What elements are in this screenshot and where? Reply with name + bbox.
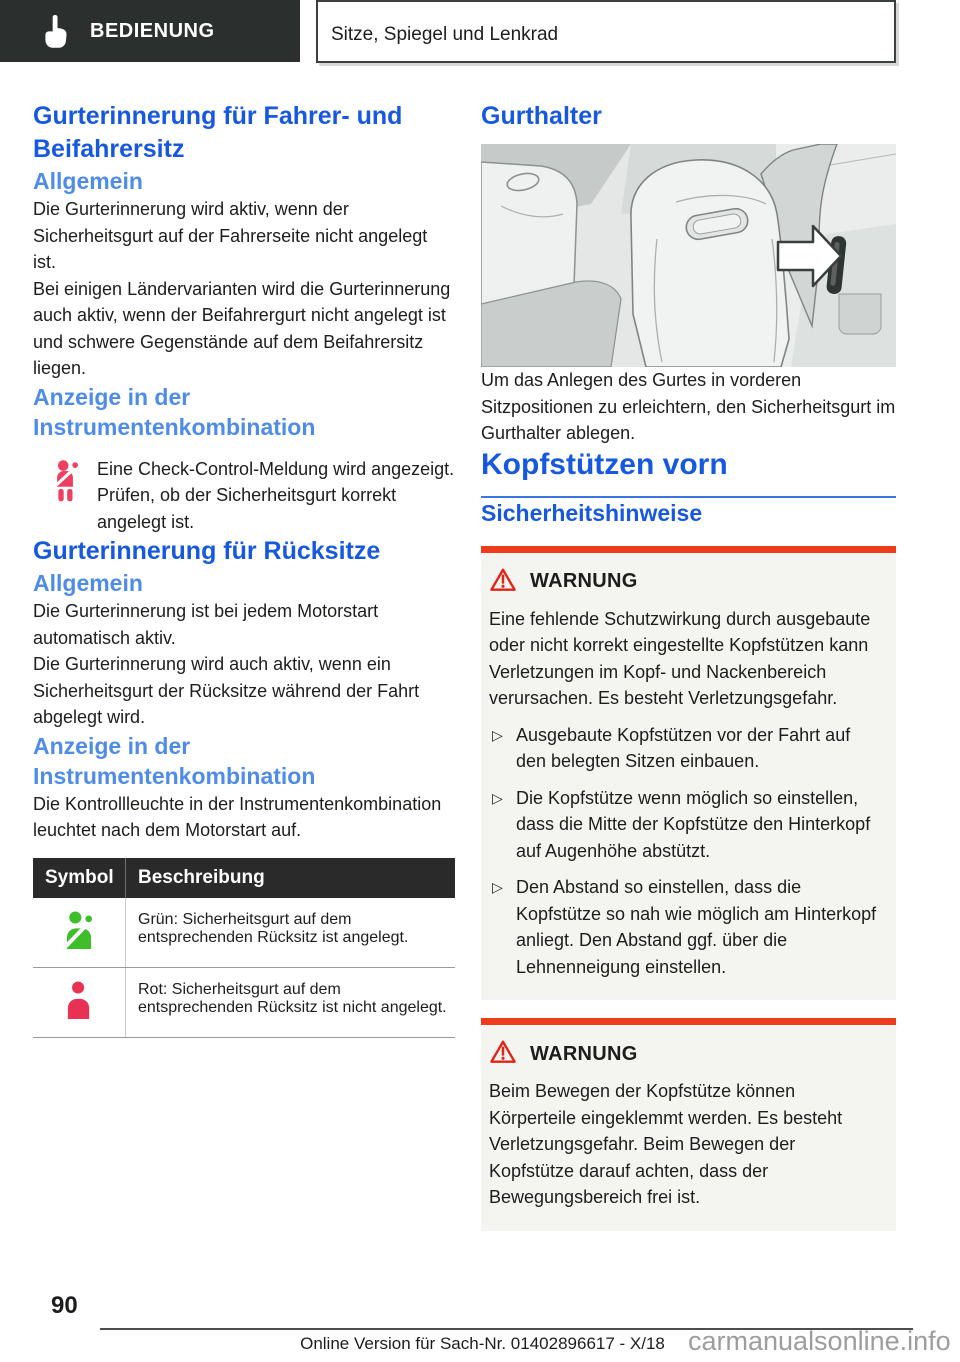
check-control-note bbox=[33, 456, 455, 536]
right-column bbox=[481, 100, 896, 1231]
note-text: Eine Check-Control-Meldung wird angezeigt. Prüfen, ob der Sicherheitsgurt korrekt angelegt ist. bbox=[97, 458, 455, 532]
section-heading-gurterinnerung-fahrer: Gurterinnerung für Fahrer- und Beifahrersitz bbox=[33, 102, 403, 163]
watermark: carmanualsonline.info bbox=[688, 1326, 951, 1356]
triangle-right-bullet-icon: ▷ bbox=[492, 879, 503, 895]
paragraph: Die Gurterinnerung ist bei jedem Motorstart automatisch aktiv. bbox=[33, 601, 379, 648]
page-title: Sitze, Spiegel und Lenkrad bbox=[331, 23, 559, 45]
table-row bbox=[33, 898, 455, 968]
seat-belt-holder-illustration bbox=[481, 144, 896, 367]
pointing-hand-icon bbox=[42, 15, 68, 48]
warning-header bbox=[489, 1039, 884, 1069]
warning-box-1 bbox=[481, 546, 896, 1001]
table-header-row bbox=[33, 858, 455, 898]
paragraph: Die Kontrollleuchte in der Instrumentenkombination leuchtet nach dem Motorstart auf. bbox=[33, 793, 442, 840]
subheading-anzeige-2: Anzeige in der Instrumentenkombination bbox=[33, 732, 316, 789]
chapter-heading-kopfstuetzen-vorn: Kopfstützen vorn bbox=[481, 447, 896, 498]
list-item bbox=[489, 785, 884, 865]
list-item bbox=[489, 874, 884, 980]
triangle-right-bullet-icon: ▷ bbox=[492, 789, 503, 806]
section-heading-gurthalter: Gurthalter bbox=[481, 102, 602, 130]
bullet-text: Die Kopfstütze wenn möglich so einstellen, dass die Mitte der Kopfstütze den Hinterkopf auf Augenhöhe abstützt. bbox=[516, 787, 871, 861]
warning-text: Eine fehlende Schutzwirkung durch ausgebaute oder nicht korrekt eingestellte Kopfstützen kann Verletzungen im Kopf- und Nackenbereich verursachen. Es besteht Verletzungsgefahr. bbox=[489, 608, 871, 708]
triangle-right-bullet-icon: ▷ bbox=[492, 726, 503, 743]
subheading-anzeige-1: Anzeige in der Instrumentenkombination bbox=[33, 383, 316, 440]
warning-label: WARNUNG bbox=[530, 570, 638, 592]
warning-box-2 bbox=[481, 1018, 896, 1231]
seatbelt-unfastened-icon bbox=[33, 967, 126, 1037]
subheading-allgemein-2: Allgemein bbox=[33, 570, 143, 596]
table-cell-description: Grün: Sicherheitsgurt auf dem entsprechenden Rücksitz ist angelegt. bbox=[126, 898, 456, 968]
section-heading-gurterinnerung-ruecksitze: Gurterinnerung für Rücksitze bbox=[33, 537, 381, 565]
paragraph: Bei einigen Ländervarianten wird die Gurterinnerung auch aktiv, wenn der Beifahrergurt nicht angelegt ist und schwere Gegenstände auf dem Beifahrersitz liegen. bbox=[33, 278, 451, 378]
page-number: 90 bbox=[51, 1292, 78, 1319]
subheading-sicherheitshinweise: Sicherheitshinweise bbox=[481, 499, 703, 526]
bullet-text: Ausgebaute Kopfstützen vor der Fahrt auf den belegten Sitzen einbauen. bbox=[516, 724, 851, 771]
footer-version-text: Online Version für Sach-Nr. 01402896617 - X/18 bbox=[300, 1334, 665, 1353]
table-cell-description: Rot: Sicherheitsgurt auf dem entsprechenden Rücksitz ist nicht angelegt. bbox=[126, 967, 456, 1037]
header-category-tab bbox=[0, 0, 300, 62]
bullet-text: Den Abstand so einstellen, dass die Kopfstütze so nah wie möglich am Hinterkopf anliegt. Den Abstand ggf. über die Lehnenneigung einstellen. bbox=[516, 877, 877, 977]
paragraph: Die Gurterinnerung wird aktiv, wenn der Sicherheitsgurt auf der Fahrerseite nicht angelegt ist. bbox=[33, 199, 428, 272]
seatbelt-warning-icon bbox=[33, 456, 97, 536]
table-header-beschreibung: Beschreibung bbox=[126, 858, 456, 898]
left-column bbox=[33, 100, 455, 1038]
category-label: BEDIENUNG bbox=[90, 19, 215, 42]
warning-header bbox=[489, 567, 884, 597]
warning-triangle-icon bbox=[489, 567, 517, 597]
paragraph: Um das Anlegen des Gurtes in vorderen Sitzpositionen zu erleichtern, den Sicherheitsgurt im Gurthalter ablegen. bbox=[481, 370, 896, 443]
warning-text: Beim Bewegen der Kopfstütze können Körperteile eingeklemmt werden. Es besteht Verletzungsgefahr. Beim Bewegen der Kopfstütze darauf achten, dass der Bewegungsbereich frei ist. bbox=[489, 1081, 843, 1207]
table-header-symbol: Symbol bbox=[33, 858, 126, 898]
warning-label: WARNUNG bbox=[530, 1042, 638, 1065]
subheading-allgemein-1: Allgemein bbox=[33, 168, 143, 194]
table-row bbox=[33, 967, 455, 1037]
paragraph: Die Gurterinnerung wird auch aktiv, wenn ein Sicherheitsgurt der Rücksitze während der Fahrt abgelegt wird. bbox=[33, 654, 420, 727]
list-item bbox=[489, 722, 884, 775]
header-title-box bbox=[316, 0, 896, 63]
symbol-table bbox=[33, 858, 455, 1038]
seatbelt-fastened-icon bbox=[33, 898, 126, 968]
warning-triangle-icon bbox=[489, 1039, 517, 1069]
